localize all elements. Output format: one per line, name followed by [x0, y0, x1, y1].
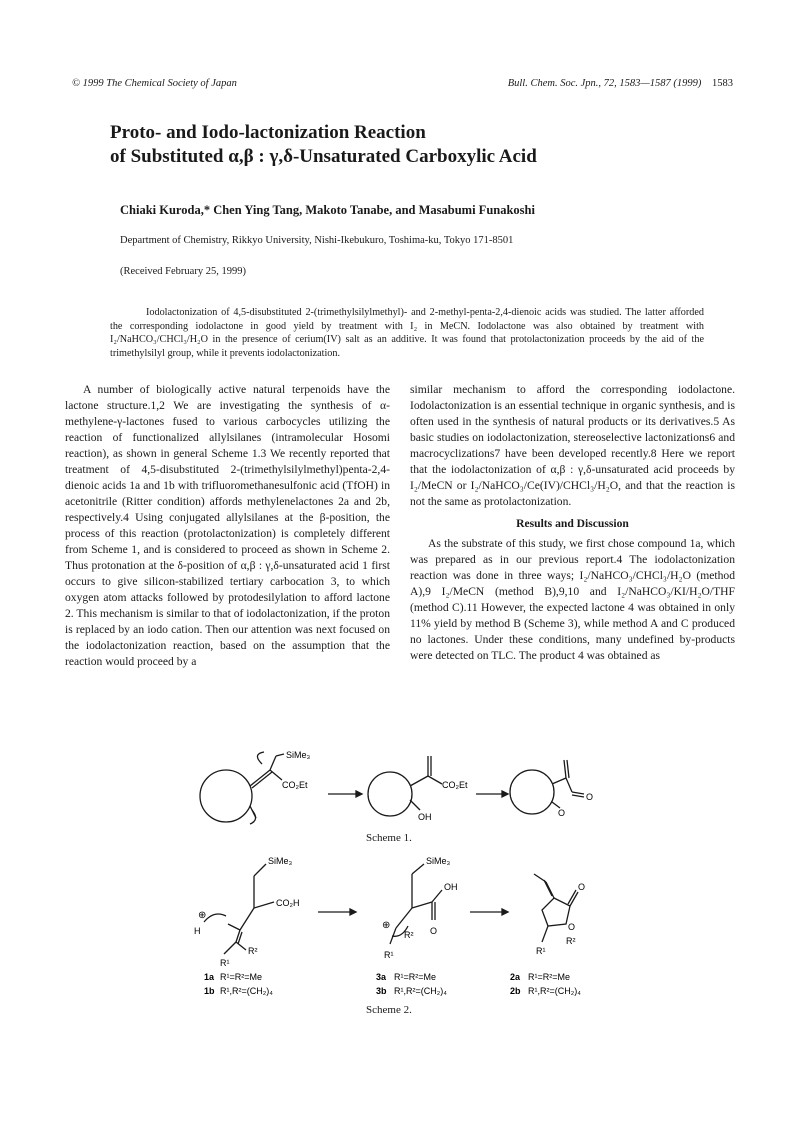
- oxygen-label-2: O: [430, 926, 438, 936]
- scheme-2-caption: Scheme 2.: [366, 1004, 412, 1016]
- compound-1b-number: 1b: [204, 986, 215, 996]
- compound-1a-number: 1a: [204, 972, 215, 982]
- ring-a: [200, 770, 252, 822]
- intro-paragraph-continued: similar mechanism to afford the corresponding iodolactone. Iodolactonization is an essential technique in organic synthesis, and is often used in the synthesis of natural products or its derivatives.5 As basic studies on iodolactonization, stereoselective lactonizations6 and macrocyclizations7 have been developed recently.8 Here we report that the iodolactonization of α,β : γ,δ-unsaturated acid proceeds by I₂/MeCN or I₂/NaHCO₃/Ce(IV)/CHCl₃/H₂O, and that the reaction is not the same as protolactonization.: [410, 383, 735, 508]
- compound-3b-number: 3b: [376, 986, 387, 996]
- scheme-1-figure: [180, 748, 620, 838]
- r2-label-1: R²: [248, 946, 258, 956]
- ring-c: [510, 770, 554, 814]
- proton-label: H: [194, 926, 201, 936]
- scheme-1-caption: Scheme 1.: [366, 832, 412, 844]
- ring-b: [368, 772, 412, 816]
- received-date: (Received February 25, 1999): [120, 266, 246, 277]
- hydroxyl-label-2: OH: [444, 882, 458, 892]
- r2-label-3: R²: [566, 936, 576, 946]
- r1-label-3: R¹: [536, 946, 546, 956]
- compound-3a-number: 3a: [376, 972, 387, 982]
- compound-1a-substituents: R¹=R²=Me: [220, 972, 263, 982]
- sime3-label-2: SiMe₃: [426, 856, 451, 866]
- author-list: Chiaki Kuroda,* Chen Ying Tang, Makoto Tanabe, and Masabumi Funakoshi: [120, 203, 535, 217]
- compound-1b-substituents: R¹,R²=(CH₂)₄: [220, 986, 273, 996]
- carbonyl-oxygen-label-2: O: [578, 882, 586, 892]
- sime3-label: SiMe₃: [286, 750, 311, 760]
- hydroxyl-label: OH: [418, 812, 432, 822]
- compound-2a-number: 2a: [510, 972, 521, 982]
- intro-paragraph: A number of biologically active natural terpenoids have the lactone structure.1,2 We are investigating the synthesis of α-methylene-γ-lactones fused to various carbocycles utilizing the reaction of functionalized allylsilanes (intramolecular Hosomi reaction), as shown in general Scheme 1.3 We recently reported that treatment of 4,5-disubstituted 2-(trimethylsilylmethyl)penta-2,4-dienoic acids 1a and 1b with trifluoromethanesulfonic acid (TfOH) in acetonitrile (Ritter condition) affords methylenelactones 2a and 2b, respectively.4 Using conjugated allylsilanes at the β-position, the process of this reaction (protolactonization) is completely different from Scheme 1, and is considered to proceed as shown in Scheme 2. Thus protonation at the δ-position of α,β : γ,δ-unsaturated acid 1 first occurs to give silicon-stabilized tertiary carbocation 3, to which oxygen atom attacks followed by protodesilylation to afford lactone 2. This mechanism is similar to that of iodolactonization, if the proton is replaced by an iodo cation. Then our attention was next focused on the iodolactonization reaction, based on the assumption that the reaction would proceed by a: [65, 383, 390, 668]
- citation-text: Bull. Chem. Soc. Jpn., 72, 1583—1587 (1999): [507, 78, 702, 89]
- journal-citation: [508, 78, 733, 89]
- affiliation: Department of Chemistry, Rikkyo University, Nishi-Ikebukuro, Toshima-ku, Tokyo 171-8501: [120, 235, 514, 246]
- plus-charge-1: ⊕: [198, 910, 207, 921]
- page-number: 1583: [712, 78, 733, 89]
- ring-oxygen-label-2: O: [568, 922, 576, 932]
- r1-label-2: R¹: [384, 950, 394, 960]
- compound-3a-substituents: R¹=R²=Me: [394, 972, 437, 982]
- sime3-label-1: SiMe₃: [268, 856, 293, 866]
- curved-arrow-1: [257, 752, 264, 764]
- body-column-left: [65, 382, 390, 670]
- paper-title-line-2: of Substituted α,β : γ,δ-Unsaturated Carboxylic Acid: [110, 146, 537, 167]
- copyright-notice: © 1999 The Chemical Society of Japan: [72, 78, 237, 89]
- body-column-right: [410, 382, 735, 664]
- compound-2a-substituents: R¹=R²=Me: [528, 972, 571, 982]
- abstract: Iodolactonization of 4,5-disubstituted 2-(trimethylsilylmethyl)- and 2-methyl-penta-2,4-dienoic acids was studied. The latter afforded the corresponding iodolactone in good yield by treatment with I₂ in MeCN. Iodolactone was also obtained by treatment with I₂/NaHCO₃/CHCl₃/H₂O in the presence of cerium(IV) salt as an additive. It was found that protolactonization proceeds by the aid of the trimethylsilyl group, while it prevents iodolactonization.: [110, 307, 704, 359]
- plus-charge-2: ⊕: [382, 920, 391, 931]
- co2h-label: CO₂H: [276, 898, 300, 908]
- compound-3b-substituents: R¹,R²=(CH₂)₄: [394, 986, 447, 996]
- paper-title-line-1: Proto- and Iodo-lactonization Reaction: [110, 122, 426, 143]
- r2-label-2: R²: [404, 930, 414, 940]
- proton-arrow: [204, 914, 226, 922]
- ring-oxygen-label: O: [558, 808, 566, 818]
- co2et-label-a: CO₂Et: [282, 780, 308, 790]
- carbonyl-oxygen-label: O: [586, 792, 594, 802]
- results-paragraph: As the substrate of this study, we first chose compound 1a, which was prepared as in our previous report.4 The iodolactonization reaction was done in three ways; I₂/NaHCO₃/CHCl₃/H₂O (method A),9 I₂/MeCN (method B),9,10 and I₂/NaHCO₃/KI/H₂O/THF (method C).11 However, the expected lactone 4 was obtained in only 11% yield by method B (Scheme 3), while method A and C produced no lactones. Under these conditions, many undefined by-products were detected on TLC. The product 4 was obtained as: [410, 537, 735, 662]
- section-heading: Results and Discussion: [516, 517, 629, 530]
- co2et-label-b: CO₂Et: [442, 780, 468, 790]
- r1-label-1: R¹: [220, 958, 230, 968]
- scheme-2-figure: [180, 850, 620, 1000]
- compound-2b-number: 2b: [510, 986, 521, 996]
- compound-2b-substituents: R¹,R²=(CH₂)₄: [528, 986, 581, 996]
